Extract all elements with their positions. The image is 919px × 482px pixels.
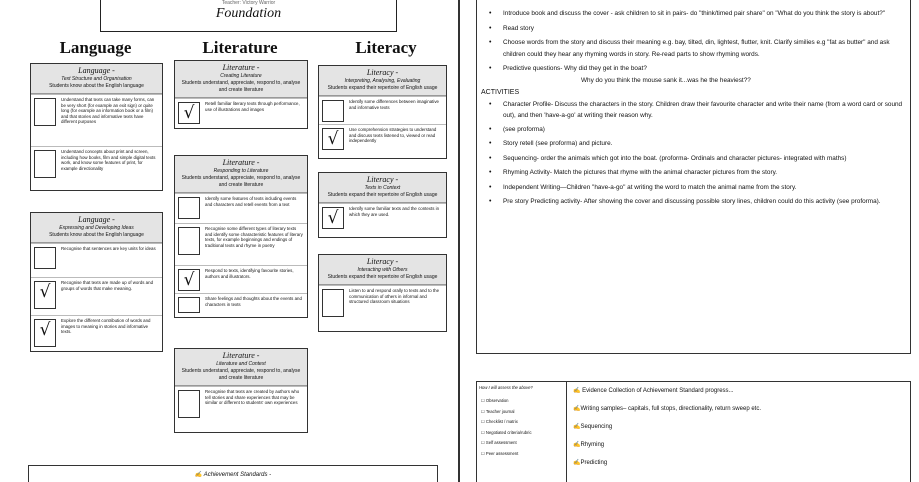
right-page bbox=[462, 0, 919, 482]
outcome-row bbox=[175, 293, 307, 317]
literacy-box-interpreting bbox=[318, 65, 447, 159]
list-item: • Predictive questions- Why did they get in the boat? bbox=[477, 63, 910, 75]
header-title: Foundation bbox=[215, 6, 282, 21]
assessment-methods bbox=[477, 382, 567, 482]
box-subtitle: Interpreting, Analysing, Evaluating bbox=[344, 78, 421, 84]
evidence-writing-samples: ✍Writing samples– capitals, full stops, directionality, return sweep etc. bbox=[573, 406, 761, 412]
box-subtitle: Texts in Context bbox=[364, 185, 401, 191]
checkbox[interactable]: √ bbox=[178, 102, 200, 124]
box-subtitle: Interacting with Others bbox=[357, 267, 408, 273]
checkbox[interactable] bbox=[34, 150, 56, 178]
checkbox[interactable] bbox=[178, 227, 200, 255]
outcome-text: Retell familiar literary texts through performance, use of illustrations and images bbox=[205, 101, 300, 112]
language-box-text-structure bbox=[30, 63, 163, 191]
outcome-row bbox=[175, 265, 307, 293]
header-box bbox=[100, 0, 397, 32]
checkbox[interactable] bbox=[322, 289, 344, 317]
box-description: Students understand, appreciate, respond to, analyse and create literature bbox=[181, 175, 301, 188]
box-subtitle: Responding to Literature bbox=[213, 168, 269, 174]
lesson-steps-list bbox=[477, 8, 910, 75]
box-title: Literacy - bbox=[366, 257, 399, 266]
outcome-text: Listen to and respond orally to texts and to the communication of others in informal and structured classroom situations bbox=[349, 288, 440, 305]
box-title: Literature - bbox=[222, 351, 260, 360]
list-item: • Introduce book and discuss the cover - ask children to sit in pairs- do "think/timed pair share" on "What do you think the story is about?" bbox=[477, 8, 910, 20]
achievement-standards-label: ✍ Achievement Standards - bbox=[194, 472, 272, 478]
method-rubric[interactable]: ☐ Negotiated criteria/rubric bbox=[481, 429, 532, 435]
checkbox[interactable] bbox=[178, 197, 200, 219]
page-divider bbox=[458, 0, 460, 482]
checkbox[interactable]: √ bbox=[178, 269, 200, 291]
checkbox[interactable]: √ bbox=[34, 281, 56, 309]
list-item: • Sequencing- order the animals which got into the boat. (proforma- Ordinals and character pictures- integrated with maths) bbox=[477, 153, 910, 165]
literacy-box-interacting bbox=[318, 254, 447, 332]
box-description: Students understand, appreciate, respond to, analyse and create literature bbox=[181, 368, 301, 381]
list-item: • Story retell (see proforma) and picture. bbox=[477, 138, 910, 150]
checkbox[interactable]: √ bbox=[322, 207, 344, 229]
box-header bbox=[31, 64, 162, 94]
outcome-text: Respond to texts, identifying favourite stories, authors and illustrators. bbox=[205, 268, 294, 279]
list-item: • Read story bbox=[477, 23, 910, 35]
list-item: • (see proforma) bbox=[477, 124, 910, 136]
list-item: • Pre story Predicting activity- After showing the cover and discussing possible story lines, children could do this activity (see proforma). bbox=[477, 196, 910, 208]
outcome-text: Recognise that texts are made up of words and groups of words that make meaning. bbox=[61, 280, 154, 291]
outcome-row bbox=[319, 203, 446, 237]
method-checklist[interactable]: ☐ Checklist / matrix bbox=[481, 419, 518, 425]
outcome-text: Recognise that texts are created by authors who tell stories and share experiences that may be similar or different to students' own experiences bbox=[205, 389, 300, 406]
outcome-text: Recognise some different types of literary texts and identify some characteristic features of literary texts, for example beginnings and endings of traditional texts and rhyme in poetry bbox=[205, 226, 303, 248]
box-description: Students expand their repertoire of English usage bbox=[327, 85, 438, 91]
assessment-question: How I will assess the above? bbox=[479, 385, 533, 390]
outcome-row bbox=[319, 285, 446, 331]
outcome-text: Recognise that sentences are key units for ideas bbox=[61, 246, 156, 251]
evidence-list bbox=[573, 382, 903, 482]
box-description: Students expand their repertoire of English usage bbox=[327, 274, 438, 280]
column-heading-literature: Literature bbox=[202, 38, 278, 57]
activities-list bbox=[477, 99, 910, 208]
outcome-row bbox=[319, 96, 446, 124]
literature-box-responding bbox=[174, 155, 308, 318]
outcome-row bbox=[175, 223, 307, 265]
literacy-box-texts-in-context bbox=[318, 172, 447, 238]
outcome-row bbox=[319, 124, 446, 158]
box-title: Literature - bbox=[222, 158, 260, 167]
evidence-sequencing: ✍Sequencing bbox=[573, 424, 613, 430]
checkbox[interactable] bbox=[34, 98, 56, 126]
box-title: Literature - bbox=[222, 63, 260, 72]
outcome-text: Understand that texts can take many forms, can be very short (for example an exit sign) or quite long (for example an information book or a film) and that stories and informative texts have different purposes bbox=[61, 97, 155, 125]
box-title: Literacy - bbox=[366, 175, 399, 184]
method-peer-assessment[interactable]: ☐ Peer assessment bbox=[481, 450, 519, 456]
method-teacher-journal[interactable]: ☐ Teacher journal bbox=[481, 408, 515, 414]
predictive-question-2: Why do you think the mouse sank it...was he the heaviest?? bbox=[581, 76, 751, 84]
box-header bbox=[175, 349, 307, 386]
outcome-row bbox=[175, 386, 307, 432]
method-self-assessment[interactable]: ☐ Self assessment bbox=[481, 440, 517, 446]
header-subtitle: Teacher: Victory Warrior bbox=[221, 0, 276, 6]
method-observation[interactable]: ☐ Observation bbox=[481, 398, 509, 403]
box-subtitle: Literature and Context bbox=[216, 361, 266, 367]
literature-box-creating bbox=[174, 60, 308, 129]
literature-box-context bbox=[174, 348, 308, 433]
list-item: • Character Profile- Discuss the characters in the story. Children draw their favourite character and write their name (from a word card or sound out), and then 'have-a-go' at writing their reason why. bbox=[477, 99, 910, 122]
outcome-row bbox=[31, 315, 162, 351]
evidence-heading: ✍ Evidence Collection of Achievement Standard progress... bbox=[573, 388, 734, 394]
outcome-row bbox=[31, 94, 162, 146]
column-heading-literacy: Literacy bbox=[355, 38, 417, 57]
outcome-text: Identify some familiar texts and the contexts in which they are used. bbox=[349, 206, 440, 217]
box-description: Students expand their repertoire of English usage bbox=[327, 192, 438, 198]
column-heading-language: Language bbox=[59, 38, 132, 57]
box-description: Students know about the English language bbox=[49, 83, 144, 89]
box-description: Students know about the English language bbox=[49, 232, 144, 238]
outcome-row bbox=[175, 193, 307, 223]
evidence-predicting: ✍Predicting bbox=[573, 460, 608, 466]
checkbox[interactable] bbox=[34, 247, 56, 269]
box-header bbox=[175, 61, 307, 98]
outcome-text: Understand concepts about print and screen, including how books, film and simple digital texts work, and know some features of print, for example directionality bbox=[61, 149, 156, 171]
box-title: Literacy - bbox=[366, 68, 399, 77]
outcome-text: Explore the different contribution of words and images to meaning in stories and informative texts. bbox=[61, 318, 151, 335]
outcome-text: Use comprehension strategies to understand and discuss texts listened to, viewed or read independently bbox=[349, 127, 437, 144]
list-item: • Rhyming Activity- Match the pictures that rhyme with the animal character pictures from the story. bbox=[477, 167, 910, 179]
checkbox[interactable]: √ bbox=[34, 319, 56, 347]
checkbox[interactable]: √ bbox=[322, 128, 344, 150]
list-item: • Independent Writing—Children "have-a-go" at writing the word to match the animal name from the story. bbox=[477, 182, 910, 194]
outcome-row bbox=[175, 98, 307, 128]
outcome-text: Identify some features of texts including events and characters and retell events from a text bbox=[205, 196, 297, 207]
outcome-row bbox=[31, 243, 162, 277]
assessment-box bbox=[476, 381, 911, 482]
evidence-rhyming: ✍Rhyming bbox=[573, 442, 605, 448]
box-title: Language - bbox=[78, 66, 115, 75]
checkbox[interactable] bbox=[178, 297, 200, 313]
language-box-expressing-ideas bbox=[30, 212, 163, 352]
box-description: Students understand, appreciate, respond to, analyse and create literature bbox=[181, 80, 301, 93]
list-item: • Choose words from the story and discuss their meaning e.g. bay, tilted, din, lightest, flutter, knit. Clarify similies e.g "fat as butter" and ask children could they hear any rhyming words in story. Re-read parts to show rhyming words. bbox=[477, 37, 910, 60]
outcome-text: Share feelings and thoughts about the events and characters in texts bbox=[205, 296, 302, 307]
box-title: Language - bbox=[78, 215, 115, 224]
achievement-standards-box bbox=[28, 465, 438, 482]
activities-heading: ACTIVITIES bbox=[481, 88, 520, 96]
box-header bbox=[31, 213, 162, 243]
box-header bbox=[319, 66, 446, 96]
box-subtitle: Text Structure and Organisation bbox=[61, 76, 132, 82]
outcome-row bbox=[31, 146, 162, 190]
box-header bbox=[175, 156, 307, 193]
box-subtitle: Creating Literature bbox=[220, 73, 262, 79]
box-header bbox=[319, 173, 446, 203]
box-subtitle: Expressing and Developing Ideas bbox=[59, 225, 134, 231]
lesson-activities-box bbox=[476, 0, 911, 354]
outcome-row bbox=[31, 277, 162, 315]
checkbox[interactable] bbox=[322, 100, 344, 122]
box-header bbox=[319, 255, 446, 285]
checkbox[interactable] bbox=[178, 390, 200, 418]
outcome-text: Identify some differences between imaginative and informative texts bbox=[349, 99, 439, 110]
